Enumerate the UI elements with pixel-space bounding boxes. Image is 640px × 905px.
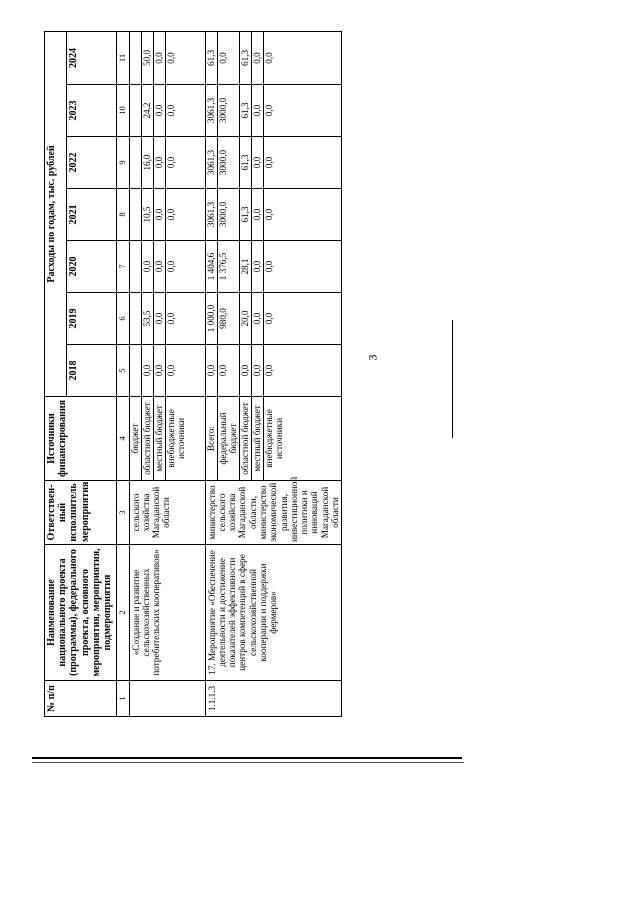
row-executor: министерство сельского хозяйства Магаданской области, министерство экономической развития, инвестиционной политики и инноваций Магаданской области [205, 481, 342, 545]
value: 1 404,6 [206, 241, 218, 292]
header-name: Наименование национального проекта (программы), федерального проекта, основного мероприятия, мероприятия, подмероприятия [45, 545, 117, 681]
value-cell [129, 345, 205, 397]
header-year: 2022 [67, 137, 117, 189]
column-number: 2 [117, 545, 130, 681]
table-row [129, 31, 205, 716]
value [130, 137, 142, 188]
value: 0,0 [154, 32, 166, 84]
row-name: 17. Мероприятие «Обеспечение деятельности и достижение показателей эффективности центров компетенций в сфере сельскохозяйственной кооперации и поддержки фермеров» [205, 545, 342, 681]
row-sources [205, 397, 342, 481]
header-year: 2024 [67, 31, 117, 84]
source-item: федеральный бюджет [218, 397, 240, 480]
value [130, 189, 142, 240]
header-year: 2023 [67, 85, 117, 137]
value-cell [205, 345, 342, 397]
column-number: 11 [117, 31, 130, 84]
value: 0,0 [263, 260, 274, 273]
header-year: 2020 [67, 241, 117, 293]
scan-edge-line [32, 762, 464, 763]
value-cell [129, 85, 205, 137]
row-num [129, 681, 205, 717]
header-year: 2019 [67, 293, 117, 345]
value: 0,0 [252, 241, 264, 292]
value: 16,0 [142, 137, 154, 188]
value: 0,0 [252, 345, 264, 396]
value: 0,0 [154, 345, 166, 396]
value: 3000,0 [218, 85, 240, 136]
value: 3000,0 [218, 189, 240, 240]
value: 0,0 [165, 364, 176, 377]
value [130, 32, 142, 84]
value [130, 345, 142, 396]
value-cell [129, 137, 205, 189]
row-name: «Создание и развитие сельскохозяйственных потребительских кооперативов» [129, 545, 205, 681]
value-cell [205, 31, 342, 84]
value: 50,0 [142, 32, 154, 84]
value: 61,3 [240, 32, 252, 84]
value: 0,0 [263, 52, 274, 64]
value: 61,3 [240, 85, 252, 136]
value: 28,1 [240, 241, 252, 292]
value-cell [205, 85, 342, 137]
column-number: 6 [117, 293, 130, 345]
column-number: 7 [117, 241, 130, 293]
value: 0,0 [206, 345, 218, 396]
margin-line [452, 320, 453, 438]
source-item: областной бюджет [142, 397, 154, 480]
column-number: 4 [117, 397, 130, 481]
value: 0,0 [165, 208, 176, 221]
value: 0,0 [154, 241, 166, 292]
value: 0,0 [165, 52, 176, 64]
value: 3061,3 [206, 137, 218, 188]
value [130, 85, 142, 136]
value: 0,0 [154, 189, 166, 240]
column-number: 3 [117, 481, 130, 545]
header-year: 2018 [67, 345, 117, 397]
value: 980,0 [218, 293, 240, 344]
value: 0,0 [154, 85, 166, 136]
source-item: внебюджетные источники [263, 409, 284, 468]
column-number: 8 [117, 189, 130, 241]
source-item: бюджет [130, 397, 142, 480]
source-item: местный бюджет [252, 397, 264, 480]
source-item: областной бюджет [240, 397, 252, 480]
value: 0,0 [154, 293, 166, 344]
column-number: 9 [117, 137, 130, 189]
value: 3061,3 [206, 85, 218, 136]
value: 1 000,0 [206, 293, 218, 344]
header-num: № п/п [45, 681, 117, 717]
value: 0,0 [263, 156, 274, 169]
value: 61,3 [240, 137, 252, 188]
value: 0,0 [218, 32, 240, 84]
value: 10,5 [142, 189, 154, 240]
row-executor: сельского хозяйства Магаданской области [129, 481, 205, 545]
value: 20,0 [240, 293, 252, 344]
page-number: 3 [365, 354, 380, 361]
source-item: местный бюджет [154, 397, 166, 480]
value-cell [205, 189, 342, 241]
column-numbers-row [117, 31, 130, 716]
value-cell [129, 293, 205, 345]
value [130, 293, 142, 344]
value: 0,0 [252, 32, 264, 84]
value: 0,0 [165, 260, 176, 273]
source-item: Всего: [206, 397, 218, 480]
value-cell [129, 189, 205, 241]
value: 0,0 [240, 345, 252, 396]
value: 24,2 [142, 85, 154, 136]
header-expenses: Расходы по годам, тыс. рублей [45, 31, 67, 396]
document-table-wrapper [44, 32, 341, 717]
value: 0,0 [165, 312, 176, 325]
value: 61,3 [240, 189, 252, 240]
value: 0,0 [165, 156, 176, 169]
value: 0,0 [252, 85, 264, 136]
value: 0,0 [263, 312, 274, 325]
value [130, 241, 142, 292]
header-year: 2021 [67, 189, 117, 241]
value: 0,0 [142, 345, 154, 396]
value: 53,5 [142, 293, 154, 344]
value: 0,0 [252, 293, 264, 344]
financing-table [44, 31, 342, 717]
value: 0,0 [263, 364, 274, 377]
value: 3000,0 [218, 137, 240, 188]
row-sources [129, 397, 205, 481]
value: 0,0 [252, 189, 264, 240]
value: 0,0 [252, 137, 264, 188]
value-cell [205, 241, 342, 293]
value: 0,0 [263, 104, 274, 117]
value: 0,0 [263, 208, 274, 221]
value-cell [129, 241, 205, 293]
table-row [205, 31, 342, 716]
value: 0,0 [165, 104, 176, 117]
column-number: 10 [117, 85, 130, 137]
value: 0,0 [142, 241, 154, 292]
value: 3061,3 [206, 189, 218, 240]
value-cell [129, 31, 205, 84]
column-number: 1 [117, 681, 130, 717]
source-item: внебюджетные источники [165, 409, 186, 468]
value: 1 376,5 [218, 241, 240, 292]
row-num: 1.1.1.3 [205, 681, 342, 717]
header-executor: Ответствен-ный исполнитель мероприятия [45, 481, 117, 545]
value: 61,3 [206, 32, 218, 84]
header-sources: Источники финансирования [45, 397, 117, 481]
scan-edge-line [32, 757, 462, 759]
column-number: 5 [117, 345, 130, 397]
value: 0,0 [218, 345, 240, 396]
value-cell [205, 293, 342, 345]
value: 0,0 [154, 137, 166, 188]
value-cell [205, 137, 342, 189]
